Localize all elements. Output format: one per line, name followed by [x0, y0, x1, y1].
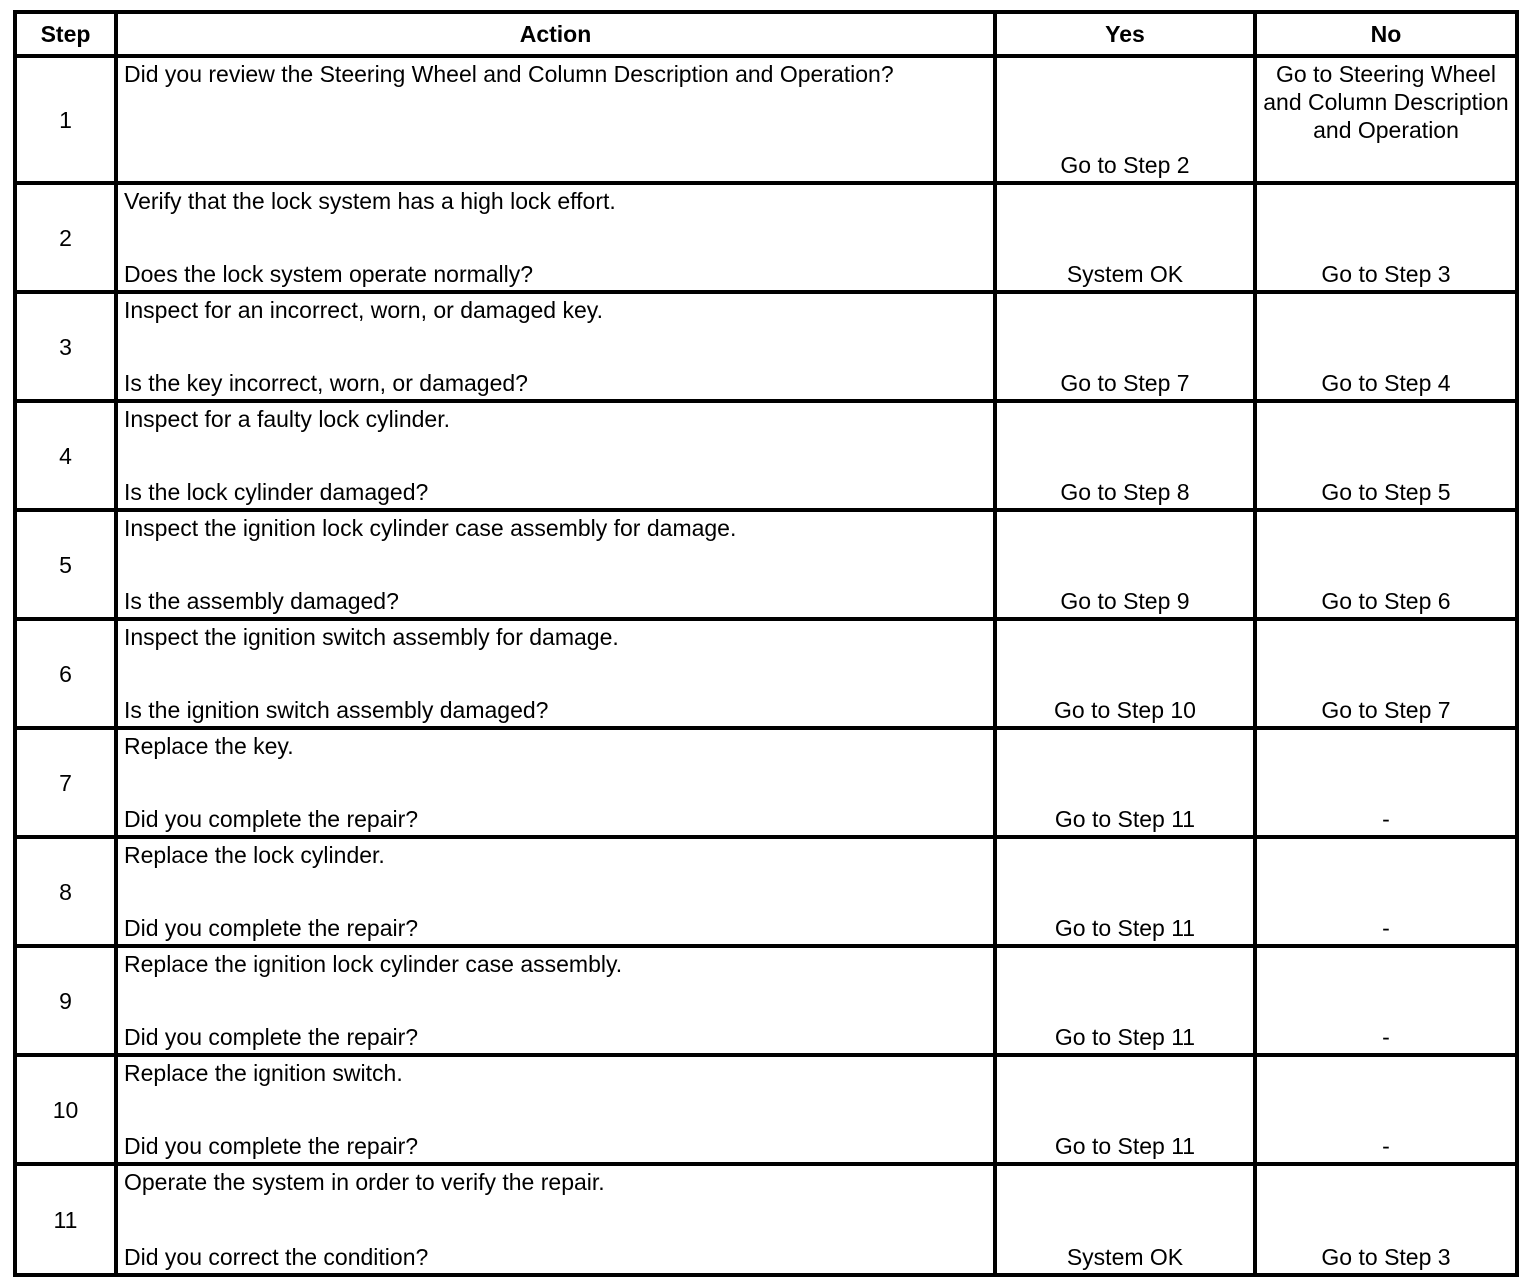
action-cell — [116, 292, 995, 401]
step-number: 4 — [15, 401, 116, 510]
no-result: Go to Step 5 — [1321, 479, 1451, 505]
action-question: Is the lock cylinder damaged? — [124, 479, 429, 505]
action-instruction: Verify that the lock system has a high lock effort. — [124, 188, 616, 214]
table-row — [15, 728, 1517, 837]
action-cell — [116, 510, 995, 619]
action-instruction: Operate the system in order to verify the repair. — [124, 1169, 605, 1195]
action-question: Is the assembly damaged? — [124, 588, 399, 614]
no-cell — [1255, 401, 1517, 510]
action-cell — [116, 619, 995, 728]
table-row — [15, 292, 1517, 401]
step-number: 9 — [15, 946, 116, 1055]
yes-result: Go to Step 11 — [1054, 1024, 1196, 1050]
yes-result: System OK — [1066, 261, 1184, 287]
table-row — [15, 1055, 1517, 1164]
no-result: - — [1382, 806, 1390, 832]
table-row — [15, 401, 1517, 510]
yes-cell — [995, 619, 1255, 728]
step-number: 1 — [15, 56, 116, 183]
yes-cell — [995, 56, 1255, 183]
table-row — [15, 946, 1517, 1055]
yes-cell — [995, 837, 1255, 946]
action-instruction: Replace the lock cylinder. — [124, 842, 385, 868]
yes-result: System OK — [1066, 1244, 1184, 1270]
no-cell — [1255, 56, 1517, 183]
action-cell — [116, 728, 995, 837]
step-number: 8 — [15, 837, 116, 946]
yes-cell — [995, 728, 1255, 837]
action-cell — [116, 837, 995, 946]
yes-result: Go to Step 7 — [1060, 370, 1190, 396]
no-result: - — [1382, 1024, 1390, 1050]
diagnostic-table — [13, 10, 1519, 1277]
header-step: Step — [15, 12, 116, 56]
no-result: Go to Step 3 — [1321, 261, 1451, 287]
table-row — [15, 1164, 1517, 1275]
yes-result: Go to Step 11 — [1054, 915, 1196, 941]
no-result: Go to Step 3 — [1321, 1244, 1451, 1270]
yes-cell — [995, 401, 1255, 510]
yes-cell — [995, 1164, 1255, 1275]
step-number: 5 — [15, 510, 116, 619]
header-yes: Yes — [995, 12, 1255, 56]
action-question: Did you complete the repair? — [124, 1024, 419, 1050]
action-question: Did you complete the repair? — [124, 806, 419, 832]
action-cell — [116, 1164, 995, 1275]
action-cell — [116, 183, 995, 292]
no-cell — [1255, 183, 1517, 292]
no-cell — [1255, 728, 1517, 837]
action-question: Did you correct the condition? — [124, 1244, 429, 1270]
action-instruction: Inspect for a faulty lock cylinder. — [124, 406, 450, 432]
no-result: - — [1382, 1133, 1390, 1159]
no-cell — [1255, 946, 1517, 1055]
no-result: Go to Step 6 — [1321, 588, 1451, 614]
no-cell — [1255, 619, 1517, 728]
action-question: Did you complete the repair? — [124, 1133, 419, 1159]
no-cell — [1255, 292, 1517, 401]
step-number: 3 — [15, 292, 116, 401]
yes-result: Go to Step 2 — [1060, 152, 1190, 178]
yes-result: Go to Step 9 — [1060, 588, 1190, 614]
table-row — [15, 510, 1517, 619]
step-number: 7 — [15, 728, 116, 837]
step-number: 11 — [15, 1164, 116, 1275]
table-row — [15, 56, 1517, 183]
step-number: 2 — [15, 183, 116, 292]
yes-cell — [995, 510, 1255, 619]
action-question: Did you complete the repair? — [124, 915, 419, 941]
table-row — [15, 183, 1517, 292]
action-instruction: Replace the key. — [124, 733, 294, 759]
action-instruction: Inspect for an incorrect, worn, or damaged key. — [124, 297, 603, 323]
yes-cell — [995, 946, 1255, 1055]
yes-result: Go to Step 10 — [1054, 697, 1196, 723]
no-cell — [1255, 1055, 1517, 1164]
step-number: 6 — [15, 619, 116, 728]
step-number: 10 — [15, 1055, 116, 1164]
header-action: Action — [116, 12, 995, 56]
action-instruction: Replace the ignition switch. — [124, 1060, 403, 1086]
action-question: Is the ignition switch assembly damaged? — [124, 697, 549, 723]
header-row — [15, 12, 1517, 56]
action-cell — [116, 1055, 995, 1164]
no-result: - — [1382, 915, 1390, 941]
action-instruction: Replace the ignition lock cylinder case assembly. — [124, 951, 623, 977]
no-cell — [1255, 837, 1517, 946]
no-result: Go to Step 4 — [1321, 370, 1451, 396]
header-no: No — [1255, 12, 1517, 56]
action-instruction: Did you review the Steering Wheel and Column Description and Operation? — [124, 61, 894, 87]
yes-result: Go to Step 11 — [1054, 806, 1196, 832]
no-result: Go to Step 7 — [1321, 697, 1451, 723]
action-cell — [116, 946, 995, 1055]
no-cell — [1255, 510, 1517, 619]
action-cell — [116, 401, 995, 510]
action-question: Is the key incorrect, worn, or damaged? — [124, 370, 528, 396]
yes-result: Go to Step 8 — [1060, 479, 1190, 505]
yes-result: Go to Step 11 — [1054, 1133, 1196, 1159]
yes-cell — [995, 292, 1255, 401]
action-cell — [116, 56, 995, 183]
action-instruction: Inspect the ignition switch assembly for damage. — [124, 624, 619, 650]
yes-cell — [995, 1055, 1255, 1164]
yes-cell — [995, 183, 1255, 292]
action-question: Does the lock system operate normally? — [124, 261, 534, 287]
table-row — [15, 619, 1517, 728]
action-instruction: Inspect the ignition lock cylinder case assembly for damage. — [124, 515, 737, 541]
no-result: Go to Steering Wheel and Column Description and Operation — [1263, 61, 1509, 143]
no-cell — [1255, 1164, 1517, 1275]
table-row — [15, 837, 1517, 946]
